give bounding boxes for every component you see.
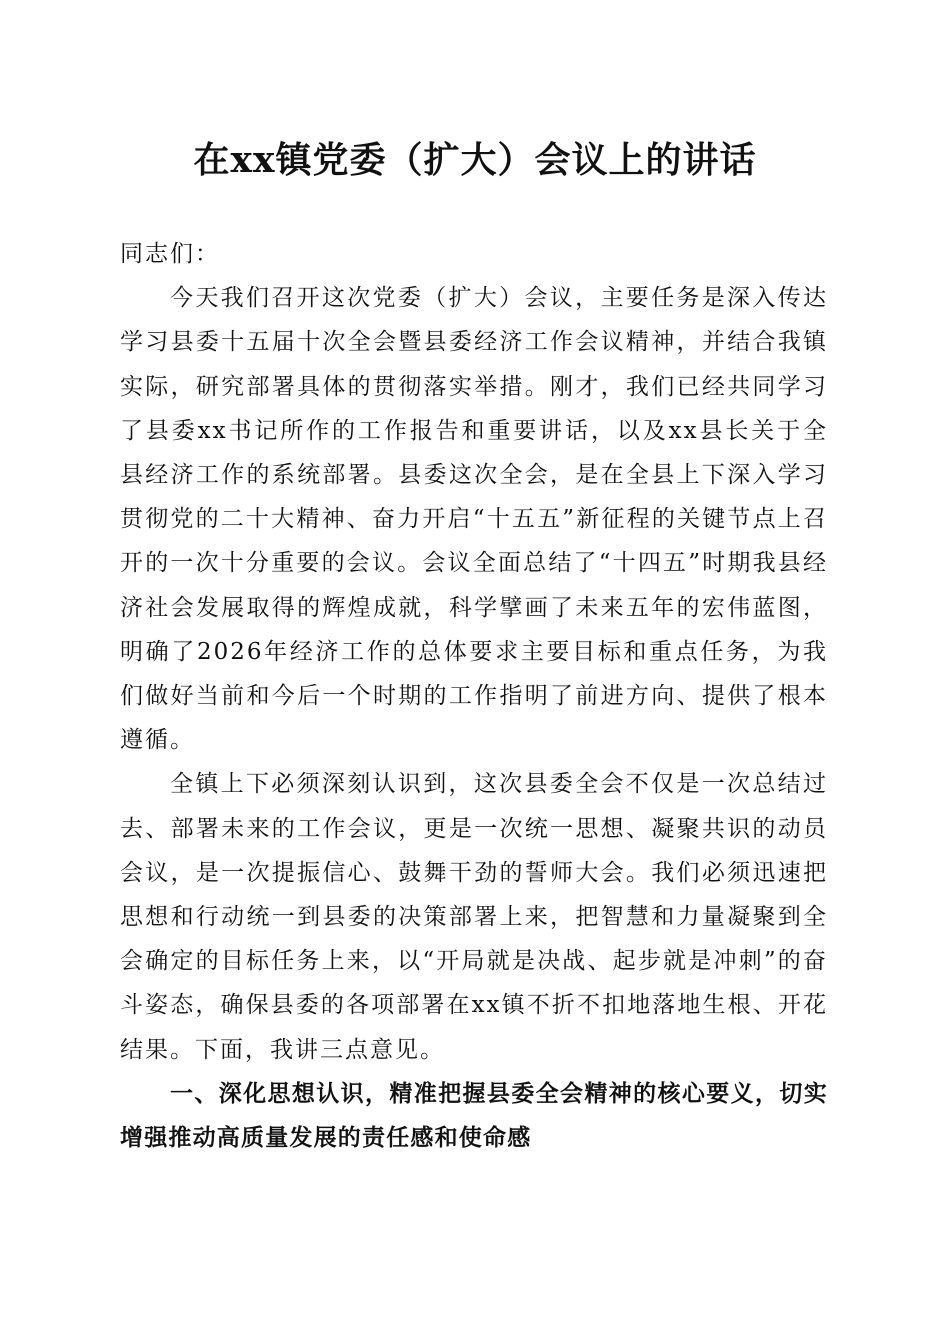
body-paragraph: 全镇上下必须深刻认识到，这次县委全会不仅是一次总结过去、部署未来的工作会议，更是一次统一思想、凝聚共识的动员会议，是一次提振信心、鼓舞干劲的誓师大会。我们必须迅速把思想和行动统一到县委的决策部署上来，把智慧和力量凝聚到全会确定的目标任务上来，以“开局就是决战、起步就是冲刺”的奋斗姿态，确保县委的各项部署在xx镇不折不扣地落地生根、开花结果。下面，我讲三点意见。 xyxy=(120,771,828,1063)
section-heading: 一、深化思想认识，精准把握县委全会精神的核心要义，切实增强推动高质量发展的责任感和使命感 xyxy=(120,1080,828,1152)
document-title: 在xx镇党委（扩大）会议上的讲话 xyxy=(193,139,757,181)
salutation: 同志们： xyxy=(120,241,220,267)
document-body xyxy=(120,232,828,1160)
body-paragraph: 今天我们召开这次党委（扩大）会议，主要任务是深入传达学习县委十五届十次全会暨县委经济工作会议精神，并结合我镇实际，研究部署具体的贯彻落实举措。刚才，我们已经共同学习了县委xx书记所作的工作报告和重要讲话，以及xx县长关于全县经济工作的系统部署。县委这次全会，是在全县上下深入学习贯彻党的二十大精神、奋力开启“十五五”新征程的关键节点上召开的一次十分重要的会议。会议全面总结了“十四五”时期我县经济社会发展取得的辉煌成就，科学擘画了未来五年的宏伟蓝图，明确了2026年经济工作的总体要求主要目标和重点任务，为我们做好当前和今后一个时期的工作指明了前进方向、提供了根本遵循。 xyxy=(120,285,828,754)
